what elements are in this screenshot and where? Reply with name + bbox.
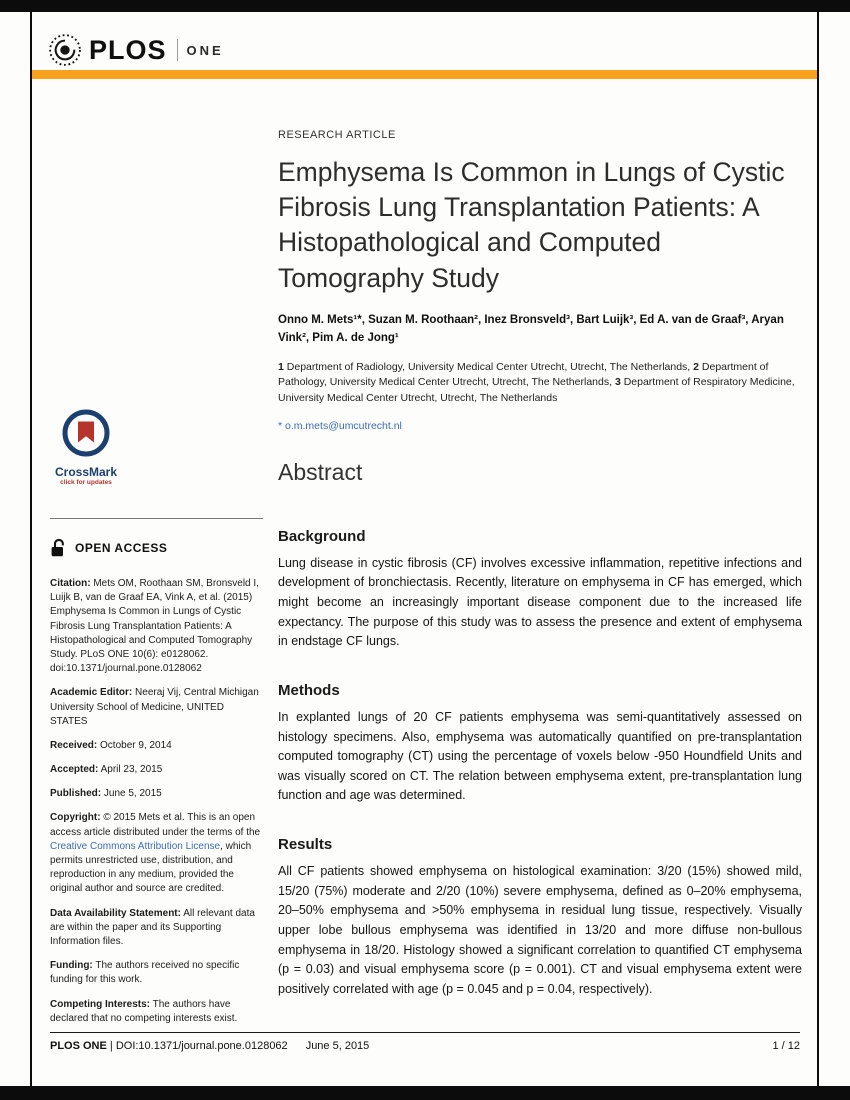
crossmark-label: CrossMark [54, 465, 118, 479]
published-block [50, 787, 263, 801]
received-date: October 9, 2014 [100, 739, 172, 751]
funding-text: The authors received no specific funding for this work. [50, 960, 240, 986]
affiliation-num: 1 [278, 360, 284, 373]
cc-license-link[interactable]: Creative Commons Attribution License [50, 840, 221, 852]
competing-interests-block [50, 998, 263, 1026]
plos-wordmark: PLOS [89, 34, 167, 65]
footer-journal: PLOS ONE [50, 1040, 107, 1052]
citation-block [50, 577, 263, 676]
scan-border-left [30, 12, 32, 1086]
section-body: Lung disease in cystic fibrosis (CF) involves excessive inflammation, repetitive infections and development of bronchiectasis. Recently, literature on emphysema in CF has emerged, which might become an increasingly important disease component due to the increased life expectancy. The purpose of this study was to assess the presence and extent of emphysema in endstage CF lungs. [278, 555, 802, 649]
crossmark-icon [61, 408, 111, 458]
corresponding-author-email-link[interactable]: o.m.mets@umcutrecht.nl [285, 419, 402, 432]
received-block [50, 739, 263, 753]
affiliation-text: Department of Pathology, University Medical Center Utrecht, Utrecht, The Netherlands, [278, 360, 769, 389]
affiliation-text: Department of Radiology, University Medical Center Utrecht, Utrecht, The Netherlands, [286, 360, 691, 373]
open-access-label: OPEN ACCESS [75, 541, 168, 555]
section-background [278, 528, 802, 652]
scan-border-right [817, 12, 819, 1086]
scan-border-bottom [0, 1086, 850, 1100]
section-heading: Methods [278, 681, 340, 699]
crossmark-badge[interactable] [50, 408, 122, 486]
sidebar [50, 408, 263, 1036]
affiliations [278, 360, 802, 407]
section-heading: Results [278, 836, 333, 854]
academic-editor-text: Neeraj Vij, Central Michigan University School of Medicine, UNITED STATES [50, 687, 259, 727]
data-availability-block [50, 907, 263, 950]
copyright-text-after: , which permits unrestricted use, distribution, and reproduction in any medium, provided the original author and source are credited. [50, 840, 252, 895]
open-lock-icon [50, 538, 66, 558]
published-date: June 5, 2015 [103, 788, 162, 800]
article-column [278, 129, 802, 1029]
data-availability-label: Data Availability Statement: [50, 907, 181, 919]
section-heading: Background [278, 527, 366, 545]
corresponding-author-line [278, 420, 802, 432]
author-list: Onno M. Mets¹*, Suzan M. Roothaan², Inez Bronsveld³, Bart Luijk³, Ed A. van de Graaf³, Aryan Vink², Pim A. de Jong¹ [278, 313, 784, 344]
competing-interests-text: The authors have declared that no competing interests exist. [50, 998, 238, 1024]
crossmark-subtitle: click for updates [60, 479, 112, 486]
footer-doi: | DOI:10.1371/journal.pone.0128062 [106, 1040, 288, 1052]
section-body: In explanted lungs of 20 CF patients emphysema was semi-quantitatively assessed on histology specimens. Also, emphysema was automatically quantified on pre-transplantation computed tomography (CT) using the percentage of voxels below -950 Houndfield Units and was visually scored on CT. The relation between emphysema extent, pre-transplantation lung function and age was determined. [278, 709, 802, 803]
one-wordmark: ONE [186, 42, 224, 58]
copyright-label: Copyright: [50, 812, 101, 824]
accepted-block [50, 763, 263, 777]
academic-editor-label: Academic Editor: [50, 687, 133, 699]
competing-interests-label: Competing Interests: [50, 998, 151, 1010]
published-label: Published: [50, 788, 102, 800]
copyright-block [50, 811, 263, 896]
section-body: All CF patients showed emphysema on histological examination: 3/20 (15%) showed mild, 15/20 (75%) moderate and 2/20 (10%) severe emphysema, defined as 0–20% emphysema, 20–50% emphysema and >50% emphysema in residual lung tissue, respectively. Visually upper lobe bullous emphysema was identified in 13/20 and more diffuse non-bullous emphysema in 18/20. Histology showed a significant correlation to quantified CT emphysema (p = 0.03) and visual emphysema score (p = 0.001). CT and visual emphysema extent were positively correlated with age (p = 0.045 and p = 0.04, respectively). [278, 864, 802, 996]
orange-accent-bar [32, 70, 817, 79]
logo-divider [177, 39, 178, 61]
plos-logo-icon [48, 33, 82, 67]
section-results [278, 836, 802, 999]
funding-block [50, 959, 263, 987]
accepted-label: Accepted: [50, 764, 99, 776]
affiliation-num: 3 [614, 376, 621, 389]
citation-text: Mets OM, Roothaan SM, Bronsveld I, Luijk B, van de Graaf EA, Vink A, et al. (2015) Emphysema Is Common in Lungs of Cystic Fibrosis Lung Transplantation Patients: A Histopathological and Computed Tomography Study. PLoS ONE 10(6): e0128062. doi:10.1371/journal.pone.0128062 [50, 578, 259, 675]
footer [50, 1040, 800, 1052]
data-availability-text: All relevant data are within the paper and its Supporting Information files. [50, 907, 255, 947]
affiliation-text: Department of Respiratory Medicine, University Medical Center Utrecht, Utrecht, The Netherlands [278, 376, 795, 405]
academic-editor-block [50, 686, 263, 729]
scan-border-top [0, 0, 850, 12]
corresponding-author-star: * [278, 419, 283, 432]
received-label: Received: [50, 739, 98, 751]
funding-label: Funding: [50, 960, 93, 972]
section-methods [278, 682, 802, 806]
sidebar-divider [50, 518, 263, 519]
footer-doi-line [50, 1040, 369, 1052]
article-type-kicker: RESEARCH ARTICLE [278, 129, 396, 141]
plos-logo[interactable] [48, 33, 224, 67]
footer-rule [50, 1032, 800, 1033]
footer-date: June 5, 2015 [305, 1040, 370, 1052]
affiliation-num: 2 [693, 360, 699, 373]
article-title: Emphysema Is Common in Lungs of Cystic Fibrosis Lung Transplantation Patients: A Histopathological and Computed Tomography Study [278, 157, 785, 293]
abstract-heading: Abstract [278, 458, 363, 485]
footer-page-number: 1 / 12 [772, 1040, 800, 1052]
open-access-row [50, 538, 263, 558]
citation-label: Citation: [50, 578, 91, 589]
accepted-date: April 23, 2015 [100, 764, 163, 776]
copyright-text-before: © 2015 Mets et al. This is an open access article distributed under the terms of the [50, 812, 261, 838]
